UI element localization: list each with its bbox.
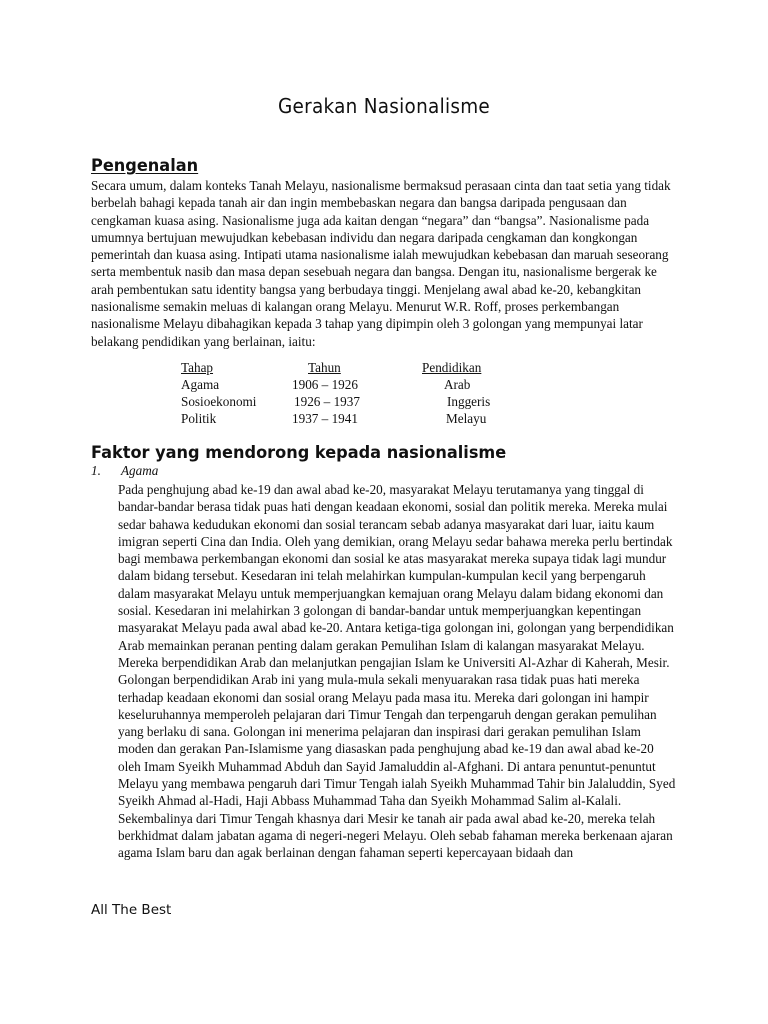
table-cell-tahun: 1937 – 1941 (292, 411, 358, 426)
table-cell-tahun: 1926 – 1937 (294, 394, 360, 409)
table-cell-pendidikan: Inggeris (447, 394, 491, 409)
document-title: Gerakan Nasionalisme (277, 94, 491, 118)
table-header-tahun: Tahun (308, 360, 341, 375)
table-row (0, 377, 768, 394)
table-row (0, 411, 768, 428)
table-cell-pendidikan: Arab (444, 377, 471, 392)
intro-paragraph (91, 177, 679, 350)
factors-heading: Faktor yang mendorong kepada nasionalisme (91, 443, 507, 463)
table-cell-tahap: Politik (181, 411, 217, 426)
intro-paragraph-text: Secara umum, dalam konteks Tanah Melayu, nasionalisme bermaksud perasaan cinta dan taat setia yang tidak berbelah bahagi kepada tanah air dan ingin membebaskan negara dan bangsa daripada pengusaan dan cengkaman kuasa asing. Nasionalisme juga ada kaitan dengan “negara” dan “bangsa”. Nasionalisme pada umumnya bertujuan mewujudkan kebebasan individu dan negara daripada cengkaman dan kongkongan pemerintah dan kuasa asing. Intipati utama nasionalisme ialah mewujudkan kebebasan dan maruah seseorang serta membentuk nasib dan masa depan sesebuah negara dan bangsa. Dengan itu, nasionalisme bergerak ke arah pembentukan satu identity bangsa yang berbudaya tinggi. Menjelang awal abad ke-20, kebangkitan nasionalisme semakin meluas di kalangan orang Melayu. Menurut W.R. Roff, proses perkembangan nasionalisme Melayu dibahagikan kepada 3 tahap yang dipimpin oleh 3 golongan yang mempunyai latar belakang pendidikan yang berlainan, iaitu: (91, 178, 671, 349)
table-cell-tahap: Agama (181, 377, 220, 392)
footer-text: All The Best (91, 902, 172, 918)
table-row (0, 394, 768, 411)
table-header-row (0, 360, 768, 377)
table-cell-pendidikan: Melayu (446, 411, 487, 426)
table-cell-tahap: Sosioekonomi (181, 394, 257, 409)
table-header-tahap: Tahap (181, 360, 214, 375)
factor-1-number: 1. (91, 463, 101, 478)
table-cell-tahun: 1906 – 1926 (292, 377, 358, 392)
factor-1-title: Agama (121, 463, 159, 478)
factor-1-body (118, 481, 678, 862)
intro-heading: Pengenalan (91, 156, 199, 176)
factor-1-paragraph: Pada penghujung abad ke-19 dan awal abad ke-20, masyarakat Melayu terutamanya yang tinggal di bandar-bandar berasa tidak puas hati dengan keadaan ekonomi, sosial dan politik mereka. Mereka mulai sedar bahawa kedudukan ekonomi dan sosial terancam sebab adanya masyarakat dari luar, iaitu kaum imigran seperti Cina dan India. Oleh yang demikian, orang Melayu sedar bahawa mereka perlu bertindak bagi membawa perkembangan ekonomi dan sosial ke atas masyarakat mereka supaya tidak lagi mundur dalam bidang tersebut. Kesedaran ini telah melahirkan kumpulan-kumpulan kecil yang berpengaruh dalam masyarakat Melayu untuk memperjuangkan kemajuan orang Melayu dalam bidang ekonomi dan sosial. Kesedaran ini melahirkan 3 golongan di bandar-bandar untuk memperjuangkan kepentingan masyarakat Melayu pada awal abad ke-20. Antara ketiga-tiga golongan ini, golongan yang berpendidikan Arab memainkan peranan penting dalam gerakan Pemulihan Islam di kalangan masyarakat Melayu. Mereka berpendidikan Arab dan melanjutkan pengajian Islam ke Universiti Al-Azhar di Kaherah, Mesir. Golongan berpendidikan Arab ini yang mula-mula sekali menyuarakan rasa tidak puas hati mereka terhadap keadaan ekonomi dan sosial orang Melayu pada masa itu. Mereka dari golongan ini hampir keseluruhannya memperoleh pelajaran dari Timur Tengah dan terpengaruh dengan gerakan pemulihan yang berlaku di sana. Golongan ini menerima pelajaran dan inspirasi dari gerakan pemulihan Islam moden dan gerakan Pan-Islamisme yang diasaskan pada penghujung abad ke-19 dan awal abad ke-20 oleh Imam Syeikh Muhammad Abduh dan Sayid Jamaluddin al-Afghani. Di antara penuntut-penuntut Melayu yang membawa pengaruh dari Timur Tengah ialah Syeikh Muhammad Tahir bin Jalaluddin, Syed Syeikh Ahmad al-Hadi, Haji Abbass Muhammad Taha dan Syeikh Mohammad Salim al-Kalali. Sekembalinya dari Timur Tengah khasnya dari Mesir ke tanah air pada awal abad ke-20, mereka telah berkhidmat dalam jabatan agama di negeri-negeri Melayu. Oleh sebab fahaman mereka berkenaan ajaran agama Islam baru dan agak berlainan dengan fahaman seperti kepercayaan bidaah dan (118, 482, 676, 861)
table-header-pendidikan: Pendidikan (422, 360, 482, 375)
factor-1-heading (91, 463, 158, 479)
